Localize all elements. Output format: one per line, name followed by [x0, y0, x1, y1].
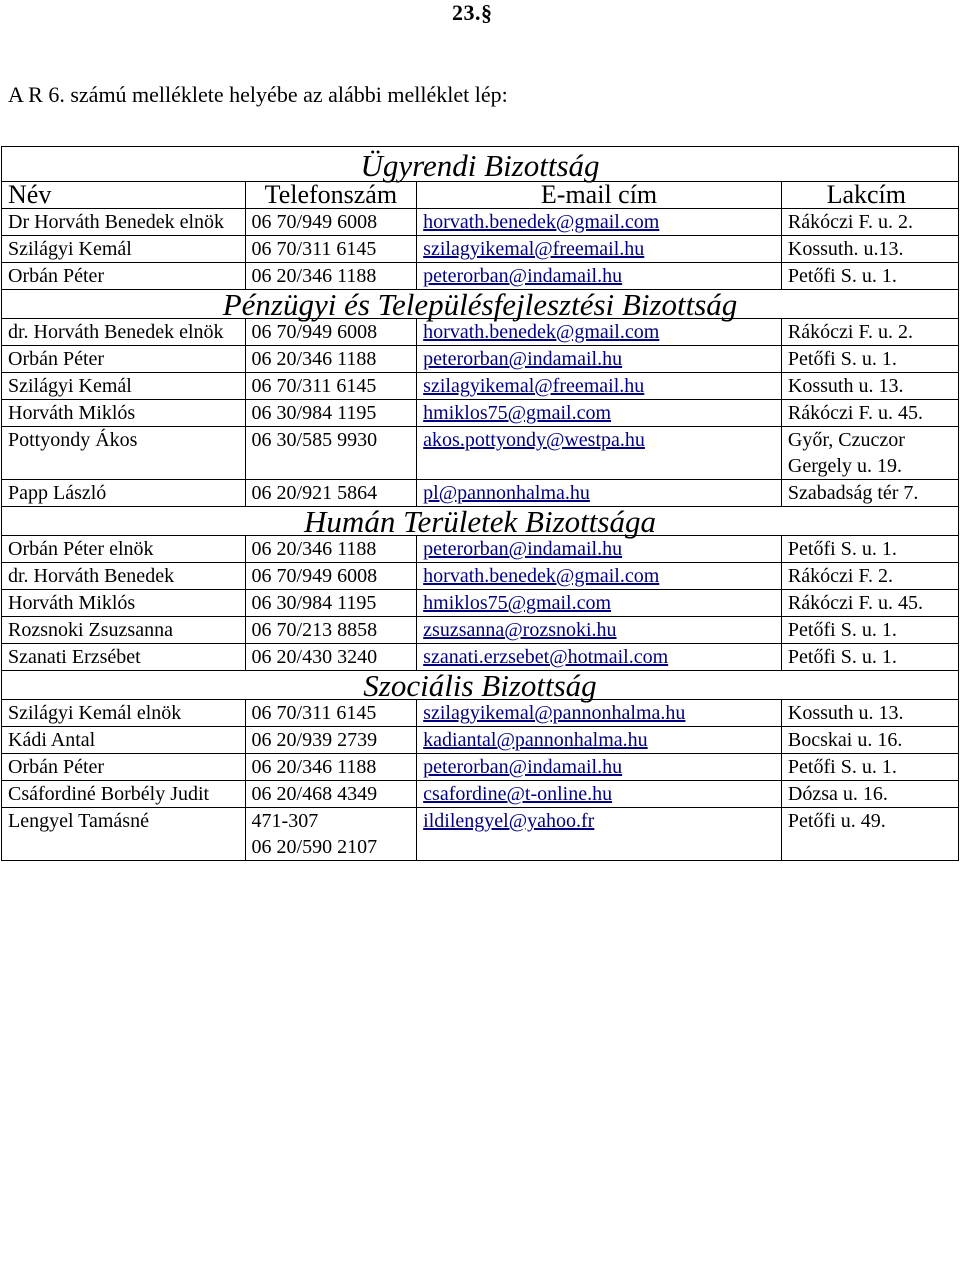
member-email-cell: [417, 754, 782, 781]
member-name-cell: [2, 754, 246, 781]
section-title: Szociális Bizottság: [2, 671, 959, 700]
member-address-cell: [781, 536, 958, 563]
member-phone: 06 20/346 1188: [251, 756, 377, 778]
member-name-cell: [2, 209, 246, 236]
member-email[interactable]: szilagyikemal@freemail.hu: [423, 375, 645, 397]
section-title-row: [2, 290, 959, 319]
member-email-cell: [417, 617, 782, 644]
member-address-cell: [781, 400, 958, 427]
member-name: Pottyondy Ákos: [8, 429, 138, 451]
member-phone: 06 20/921 5864: [251, 482, 378, 504]
member-address: Petőfi S. u. 1.: [787, 265, 897, 287]
member-address-cell: [781, 480, 958, 507]
member-phone: 06 20/430 3240: [251, 646, 378, 668]
member-address-cell: [781, 427, 958, 480]
member-row: [2, 754, 959, 781]
member-address-cell: [781, 727, 958, 754]
member-email[interactable]: akos.pottyondy@westpa.hu: [423, 429, 645, 451]
member-phone: 06 70/311 6145: [251, 375, 377, 397]
member-email-cell: [417, 590, 782, 617]
member-name: Szanati Erzsébet: [8, 646, 141, 668]
member-phone: 06 70/311 6145: [251, 702, 377, 724]
member-row: [2, 480, 959, 507]
member-email-cell: [417, 400, 782, 427]
member-row: [2, 263, 959, 290]
member-row: [2, 346, 959, 373]
member-email[interactable]: peterorban@indamail.hu: [423, 756, 623, 778]
member-email[interactable]: szilagyikemal@pannonhalma.hu: [423, 702, 686, 724]
member-name-cell: [2, 808, 246, 861]
member-phone: 06 70/949 6008: [251, 211, 378, 233]
member-email-cell: [417, 563, 782, 590]
section-title-row: [2, 147, 959, 182]
member-phone-cell: [245, 590, 417, 617]
member-email-cell: [417, 808, 782, 861]
member-email[interactable]: horvath.benedek@gmail.com: [423, 211, 660, 233]
member-address: Petőfi u. 49.: [787, 810, 886, 832]
member-name: Orbán Péter: [8, 265, 105, 287]
member-phone-cell: [245, 346, 417, 373]
member-name: Szilágyi Kemál: [8, 238, 132, 260]
member-email[interactable]: peterorban@indamail.hu: [423, 538, 623, 560]
member-name-cell: [2, 536, 246, 563]
member-name: Papp László: [8, 482, 107, 504]
member-name-cell: [2, 400, 246, 427]
member-email[interactable]: kadiantal@pannonhalma.hu: [423, 729, 648, 751]
member-row: [2, 808, 959, 861]
member-address-cell: [781, 617, 958, 644]
member-row: [2, 209, 959, 236]
member-row: [2, 563, 959, 590]
section-number: 23.§: [452, 0, 493, 25]
member-address: Rákóczi F. 2.: [787, 565, 893, 587]
member-phone: 06 70/949 6008: [251, 321, 378, 343]
member-phone: 06 30/585 9930: [251, 429, 378, 451]
member-phone-cell: [245, 319, 417, 346]
member-email-cell: [417, 263, 782, 290]
member-row: [2, 236, 959, 263]
member-name: Orbán Péter elnök: [8, 538, 154, 560]
member-phone: 06 20/346 1188: [251, 348, 377, 370]
member-phone: 06 70/213 8858: [251, 619, 378, 641]
member-row: [2, 373, 959, 400]
member-address: Petőfi S. u. 1.: [787, 756, 897, 778]
member-address-cell: [781, 236, 958, 263]
member-email-cell: [417, 209, 782, 236]
member-phone: 06 30/984 1195: [251, 592, 377, 614]
member-name-cell: [2, 346, 246, 373]
member-address-cell: [781, 373, 958, 400]
member-address-cell: [781, 563, 958, 590]
member-email[interactable]: horvath.benedek@gmail.com: [423, 565, 660, 587]
member-phone: 06 30/984 1195: [251, 402, 377, 424]
member-phone-cell: [245, 536, 417, 563]
member-row: [2, 427, 959, 480]
member-name: Orbán Péter: [8, 756, 105, 778]
member-phone: 06 20/939 2739: [251, 729, 378, 751]
member-address: Petőfi S. u. 1.: [787, 538, 897, 560]
member-phone-cell: [245, 236, 417, 263]
member-name-cell: [2, 427, 246, 480]
member-name: dr. Horváth Benedek: [8, 565, 175, 587]
member-email[interactable]: csafordine@t-online.hu: [423, 783, 613, 805]
member-name-cell: [2, 617, 246, 644]
member-phone-cell: [245, 427, 417, 480]
member-name: Dr Horváth Benedek elnök: [8, 211, 225, 233]
member-phone-cell: [245, 700, 417, 727]
member-email-cell: [417, 700, 782, 727]
member-address-cell: [781, 209, 958, 236]
member-address: Bocskai u. 16.: [787, 729, 903, 751]
member-address: Győr, Czuczor Gergely u. 19.: [787, 429, 905, 477]
member-phone-cell: [245, 563, 417, 590]
member-name-cell: [2, 480, 246, 507]
member-name-cell: [2, 563, 246, 590]
intro-text: A R 6. számú melléklete helyébe az alábbi melléklet lép:: [8, 82, 508, 107]
member-name-cell: [2, 727, 246, 754]
member-address: Petőfi S. u. 1.: [787, 646, 897, 668]
member-name-cell: [2, 263, 246, 290]
member-email[interactable]: szanati.erzsebet@hotmail.com: [423, 646, 669, 668]
member-email-cell: [417, 236, 782, 263]
member-name: Szilágyi Kemál: [8, 375, 132, 397]
member-phone-cell: [245, 400, 417, 427]
member-name-cell: [2, 700, 246, 727]
member-phone-cell: [245, 209, 417, 236]
member-row: [2, 700, 959, 727]
member-phone: 06 20/346 1188: [251, 538, 377, 560]
member-address-cell: [781, 754, 958, 781]
member-email-cell: [417, 373, 782, 400]
member-row: [2, 590, 959, 617]
member-address: Rákóczi F. u. 2.: [787, 321, 913, 343]
member-address: Rákóczi F. u. 2.: [787, 211, 913, 233]
member-phone-cell: [245, 644, 417, 671]
member-address-cell: [781, 781, 958, 808]
member-phone-cell: [245, 373, 417, 400]
member-address-cell: [781, 263, 958, 290]
member-email[interactable]: hmiklos75@gmail.com: [423, 402, 612, 424]
member-address: Kossuth u. 13.: [787, 702, 904, 724]
member-name-cell: [2, 236, 246, 263]
member-row: [2, 536, 959, 563]
member-phone-cell: [245, 480, 417, 507]
member-email[interactable]: peterorban@indamail.hu: [423, 348, 623, 370]
member-name-cell: [2, 373, 246, 400]
member-phone: 06 70/949 6008: [251, 565, 378, 587]
member-row: [2, 319, 959, 346]
member-address: Dózsa u. 16.: [787, 783, 888, 805]
member-phone-cell: [245, 617, 417, 644]
member-address: Kossuth. u.13.: [787, 238, 904, 260]
section-title: Humán Területek Bizottsága: [2, 507, 959, 536]
member-email[interactable]: ildilengyel@yahoo.fr: [423, 810, 595, 832]
member-address: Rákóczi F. u. 45.: [787, 592, 923, 614]
member-phone: 06 20/468 4349: [251, 783, 378, 805]
member-name: dr. Horváth Benedek elnök: [8, 321, 224, 343]
section-title: Ügyrendi Bizottság: [2, 147, 959, 182]
header-address: Lakcím: [781, 182, 958, 209]
member-row: [2, 727, 959, 754]
member-email-cell: [417, 781, 782, 808]
section-title-row: [2, 671, 959, 700]
member-phone-cell: [245, 727, 417, 754]
member-name-cell: [2, 590, 246, 617]
member-row: [2, 781, 959, 808]
member-address: Szabadság tér 7.: [787, 482, 919, 504]
member-name: Szilágyi Kemál elnök: [8, 702, 182, 724]
member-email-cell: [417, 727, 782, 754]
member-name-cell: [2, 644, 246, 671]
member-email[interactable]: szilagyikemal@freemail.hu: [423, 238, 645, 260]
member-email[interactable]: hmiklos75@gmail.com: [423, 592, 612, 614]
member-name-cell: [2, 781, 246, 808]
member-row: [2, 617, 959, 644]
member-address-cell: [781, 700, 958, 727]
member-email-cell: [417, 536, 782, 563]
header-phone: Telefonszám: [245, 182, 417, 209]
member-name: Lengyel Tamásné: [8, 810, 149, 832]
member-name: Horváth Miklós: [8, 592, 136, 614]
member-name: Kádi Antal: [8, 729, 96, 751]
member-phone-cell: [245, 808, 417, 861]
header-name: Név: [2, 182, 246, 209]
member-email[interactable]: zsuzsanna@rozsnoki.hu: [423, 619, 617, 641]
header-row: [2, 182, 959, 209]
section-title-row: [2, 507, 959, 536]
member-address-cell: [781, 644, 958, 671]
member-email-cell: [417, 480, 782, 507]
member-email-cell: [417, 319, 782, 346]
member-name: Orbán Péter: [8, 348, 105, 370]
member-row: [2, 644, 959, 671]
header-email: E-mail cím: [417, 182, 782, 209]
member-email[interactable]: peterorban@indamail.hu: [423, 265, 623, 287]
member-address-cell: [781, 590, 958, 617]
member-name-cell: [2, 319, 246, 346]
member-address: Kossuth u. 13.: [787, 375, 904, 397]
member-phone: 06 70/311 6145: [251, 238, 377, 260]
member-address: Rákóczi F. u. 45.: [787, 402, 923, 424]
member-address: Petőfi S. u. 1.: [787, 348, 897, 370]
member-row: [2, 400, 959, 427]
member-address-cell: [781, 346, 958, 373]
section-title: Pénzügyi és Településfejlesztési Bizottság: [2, 290, 959, 319]
member-name: Csáfordiné Borbély Judit: [8, 783, 210, 805]
member-phone: 06 20/346 1188: [251, 265, 377, 287]
member-email[interactable]: horvath.benedek@gmail.com: [423, 321, 660, 343]
member-name: Horváth Miklós: [8, 402, 136, 424]
member-phone-cell: [245, 263, 417, 290]
member-address-cell: [781, 808, 958, 861]
member-name: Rozsnoki Zsuzsanna: [8, 619, 173, 641]
member-phone-cell: [245, 754, 417, 781]
member-email[interactable]: pl@pannonhalma.hu: [423, 482, 590, 504]
committee-table: [1, 146, 959, 861]
member-phone-cell: [245, 781, 417, 808]
member-email-cell: [417, 427, 782, 480]
member-phone: 471-307 06 20/590 2107: [251, 810, 378, 858]
member-email-cell: [417, 644, 782, 671]
member-address: Petőfi S. u. 1.: [787, 619, 897, 641]
member-address-cell: [781, 319, 958, 346]
member-email-cell: [417, 346, 782, 373]
